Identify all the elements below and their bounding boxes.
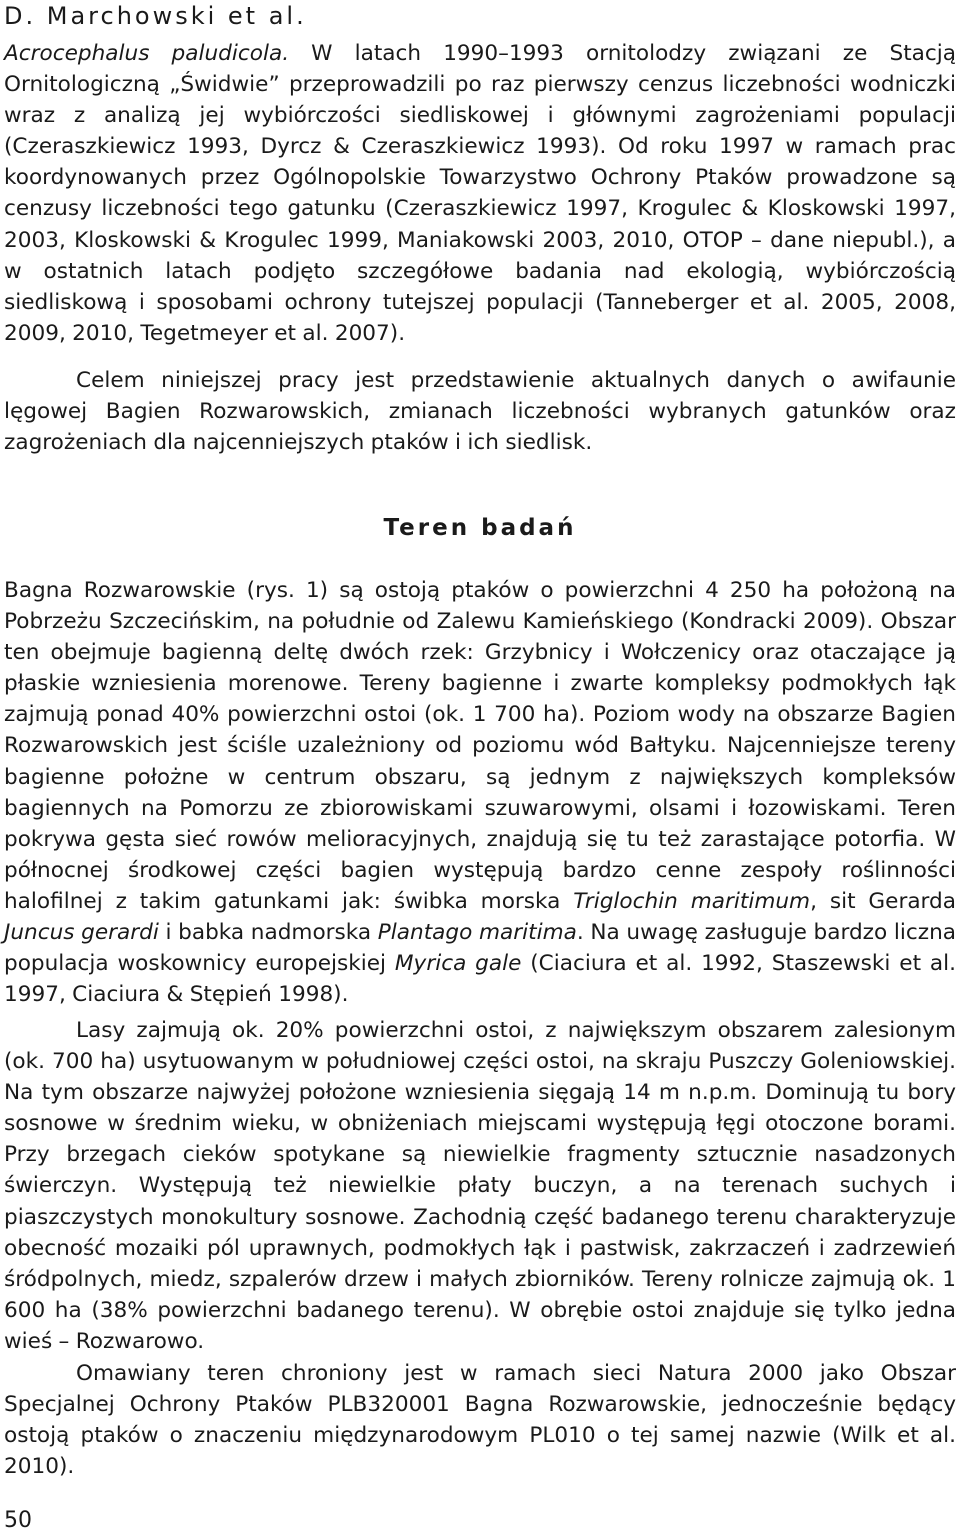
paragraph-text: W latach 1990–1993 ornitolodzy związani ze Stacją Ornitologiczną „Świdwie” przeprowadzili po raz pierwszy cenzus liczebności wodniczki wraz z analizą jej wybiórczości siedliskowej i głównymi zagrożeniami populacji (Czeraszkiewicz 1993, Dyrcz & Czeraszkiewicz 1993). Od roku 1997 w ramach prac koordynowanych przez Ogólnopolskie Towarzystwo Ochrony Ptaków prowadzone są cenzusy liczebności tego gatunku (Czeraszkiewicz 1997, Krogulec & Kloskowski 1997, 2003, Kloskowski & Krogulec 1999, Maniakowski 2003, 2010, OTOP – dane niepubl.), a w ostatnich latach podjęto szczegółowe badania nad ekologią, wybiórczością siedliskową i sposobami ochrony tutejszej populacji (Tanneberger et al. 2005, 2008, 2009, 2010, Tegetmeyer et al. 2007). <box>4 41 956 346</box>
section-heading: Teren badań <box>383 515 577 541</box>
species-name: Plantago maritima <box>377 920 577 946</box>
intro-paragraph-1 <box>4 38 956 349</box>
species-name: Triglochin maritimum <box>573 888 811 914</box>
intro-paragraph-2: Celem niniejszej pracy jest przedstawienie aktualnych danych o awifaunie lęgowej Bagien Rozwarowskich, zmianach liczebności wybranych gatunków oraz zagrożeniach dla najcenniejszych ptaków i ich siedlisk. <box>4 368 956 456</box>
page-number: 50 <box>4 1508 32 1533</box>
section-paragraph-2: Lasy zajmują ok. 20% powierzchni ostoi, z największym obszarem zalesionym (ok. 700 ha) usytuowanym w południowej części ostoi, na skraju Puszczy Goleniowskiej. Na tym obszarze najwyżej położone wzniesienia sięgają 14 m n.p.m. Dominują tu bory sosnowe w średnim wieku, w obniżeniach miejscami występują łęgi otoczone borami. Przy brzegach cieków spotykane są niewielkie fragmenty sztucznie nasadzonych świerczyn. Występują też niewielkie płaty buczyn, a na terenach suchych i piaszczystych monokultury sosnowe. Zachodnią część badanego terenu charakteryzuje obecność mozaiki pól uprawnych, podmokłych łąk i pastwisk, zakrzaczeń i zadrzewień śródpolnych, miedz, szpalerów drzew i małych zbiorników. Tereny rolnicze zajmują ok. 1 600 ha (38% powierzchni badanego terenu). W obrębie ostoi znajduje się tylko jedna wieś – Rozwarowo. <box>4 1018 956 1354</box>
species-name: Myrica gale <box>394 951 522 977</box>
running-header: D. Marchowski et al. <box>4 2 307 30</box>
species-name: Juncus gerardi <box>4 920 159 946</box>
section-paragraph-1: Bagna Rozwarowskie (rys. 1) są ostoją ptaków o powierzchni 4 250 ha położoną na Pobrzeżu Szczecińskim, na południe od Zalewu Kamieńskiego (Kondracki 2009). Obszar ten obejmuje bagienną deltę dwóch rzek: Grzybnicy i Wołczenicy oraz otaczające ją płaskie wzniesienia morenowe. Tereny bagienne i zwarte kompleksy podmokłych łąk zajmują ponad 40% powierzchni ostoi (ok. 1 700 ha). Poziom wody na obszarze Bagien Rozwarowskich jest ściśle uzależniony od poziomu wód Bałtyku. Najcenniejsze tereny bagienne położne w centrum obszaru, są jednym z największych kompleksów bagiennych na Pomorzu ze zbiorowiskami szuwarowymi, olsami i łozowiskami. Teren pokrywa gęsta sieć rowów melioracyjnych, znajdują się tu też zarastające potorfia. W północnej środkowej części bagien występują bardzo cenne zespoły roślinności halofilnej z takim gatunkami jak: świbka morska Triglochin maritimum, sit Gerarda Juncus gerardi i babka nadmorska Plantago maritima. Na uwagę zasługuje bardzo liczna populacja woskownicy europejskiej Myrica gale (Ciaciura et al. 1992, Staszewski et al. 1997, Ciaciura & Stępień 1998). <box>4 578 956 1008</box>
species-name: Acrocephalus paludicola. <box>4 41 290 66</box>
section-paragraph-3: Omawiany teren chroniony jest w ramach sieci Natura 2000 jako Obszar Specjalnej Ochrony Ptaków PLB320001 Bagna Rozwarowskie, jednocześnie będący ostoją ptaków o znaczeniu międzynarodowym PL010 o tej samej nazwie (Wilk et al. 2010). <box>4 1361 956 1480</box>
